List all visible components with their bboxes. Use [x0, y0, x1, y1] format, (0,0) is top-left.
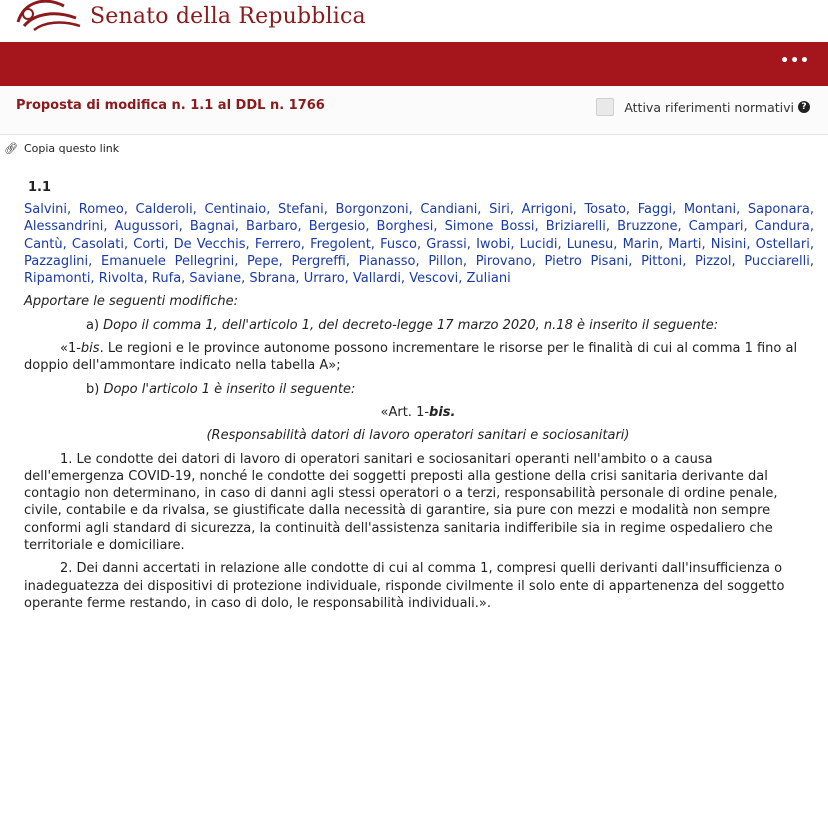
site-header	[0, 0, 828, 42]
article-bis: bis.	[429, 404, 456, 420]
site-title[interactable]: Senato della Repubblica	[90, 4, 366, 29]
signers-list[interactable]: Salvini, Romeo, Calderoli, Centinaio, Stefani, Borgonzoni, Candiani, Siri, Arrigoni, Tosato, Faggi, Montani, Saponara, Alessandrini, Augussori, Bagnai, Barbaro, Bergesio, Borghesi, Simone Bossi, Briziarelli, Bruzzone, Campari, Candura, Cantù, Casolati, Corti, De Vecchis, Ferrero, Fregolent, Fusco, Grassi, Iwobi, Lucidi, Lunesu, Marin, Marti, Nisini, Ostellari, Pazzaglini, Emanuele Pellegrini, Pepe, Pergreffi, Pianasso, Pillon, Pirovano, Pietro Pisani, Pittoni, Pizzol, Pucciarelli, Ripamonti, Rivolta, Rufa, Saviane, Sbrana, Urraro, Vallardi, Vescovi, Zuliani	[24, 202, 814, 287]
copy-link[interactable]	[4, 142, 119, 155]
article-paragraph-1: 1. Le condotte dei datori di lavoro di operatori sanitari e sociosanitari operanti nell'ambito o a causa dell'emergenza COVID-19, nonché le condotte dei soggetti preposti alla gestione della crisi sanitaria derivante dal contagio non determinano, in caso di danni agli stessi operatori o a terzi, responsabilità personale di ordine penale, civile, contabile e da rivalsa, se giustificate dalla necessità di garantire, sia pure con mezzi e modalità non sempre conformi agli standard di sicurezza, la continuità dell'assistenza sanitaria indifferibile sia in regime ospedaliero che territoriale e domiciliare.	[24, 451, 778, 554]
help-icon[interactable]: ?	[798, 101, 810, 113]
comma-1bis	[24, 340, 808, 375]
article-heading: (Responsabilità datori di lavoro operatori sanitari e sociosanitari)	[206, 428, 630, 444]
point-b-text: Dopo l'articolo 1 è inserito il seguente:	[103, 381, 356, 397]
normative-refs-toggle[interactable]	[596, 98, 810, 116]
point-b-prefix: b)	[86, 381, 104, 397]
article-open: «Art. 1-	[380, 404, 430, 420]
document-title-row	[0, 86, 828, 135]
bis-word: bis	[80, 341, 100, 357]
link-icon: 🔗︎	[4, 142, 18, 155]
point-a-text: Dopo il comma 1, dell'articolo 1, del decreto-legge 17 marzo 2020, n.18 è inserito il seguente:	[103, 317, 719, 333]
point-a-prefix: a)	[86, 317, 104, 333]
point-a	[86, 317, 808, 334]
normative-refs-checkbox[interactable]	[596, 98, 614, 116]
amendment-content	[24, 180, 814, 612]
point-b	[86, 381, 808, 398]
normative-refs-label[interactable]: Attiva riferimenti normativi	[624, 99, 794, 115]
amendment-number: 1.1	[28, 180, 52, 195]
bis-text: . Le regioni e le province autonome possono incrementare le risorse per le finalità di cui al comma 1 fino al doppio dell'ammontare indicato nella tabella A»;	[24, 341, 798, 374]
more-menu-button[interactable]: •••	[780, 53, 810, 69]
copy-link-label[interactable]: Copia questo link	[23, 142, 120, 155]
article-title	[28, 404, 808, 421]
page-title: Proposta di modifica n. 1.1 al DDL n. 1766	[16, 98, 325, 113]
amendment-intro: Apportare le seguenti modifiche:	[24, 294, 238, 310]
nav-bar	[0, 42, 828, 86]
article-paragraph-2: 2. Dei danni accertati in relazione alle condotte di cui al comma 1, compresi quelli derivanti dall'insufficienza o inadeguatezza dei dispositivi di protezione individuale, risponde civilmente il solo ente di appartenenza del soggetto operante ferme restando, in caso di dolo, le responsabilità individuali.».	[24, 561, 785, 611]
senate-logo-icon[interactable]	[14, 0, 84, 34]
bis-open: «1-	[60, 341, 81, 357]
